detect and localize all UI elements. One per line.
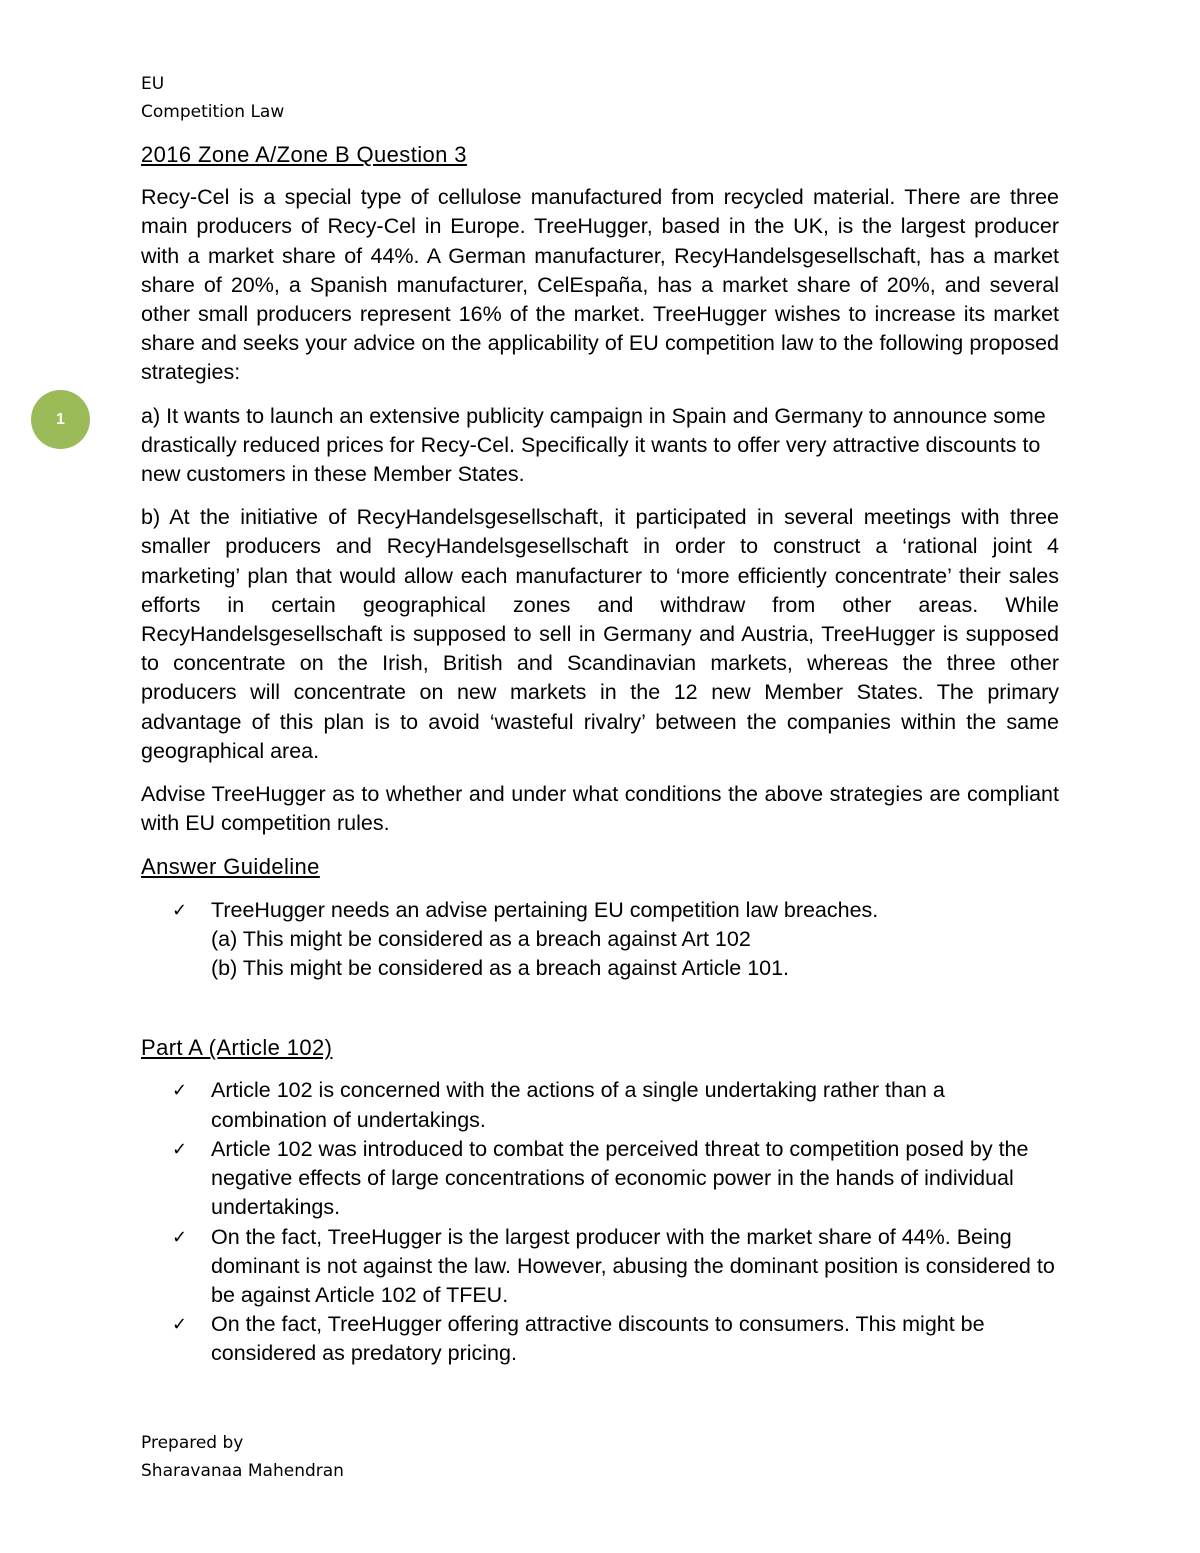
- list-item: [141, 1223, 1059, 1311]
- list-item: [141, 1310, 1059, 1368]
- answer-guideline-list: [141, 896, 1059, 925]
- list-item: [141, 896, 1059, 925]
- check-icon: ✓: [172, 1080, 188, 1102]
- question-title: 2016 Zone A/Zone B Question 3: [141, 142, 467, 167]
- part-a-heading: Part A (Article 102): [141, 1035, 333, 1061]
- strategy-a-paragraph: a) It wants to launch an extensive publicity campaign in Spain and Germany to announce some drastically reduced prices for Recy-Cel. Specifically it wants to offer very attractive discounts to new customers in these Member States.: [141, 403, 1046, 487]
- check-icon: ✓: [172, 1226, 188, 1248]
- header-subject: EU: [141, 74, 165, 94]
- list-item-text: TreeHugger needs an advise pertaining EU competition law breaches.: [211, 897, 879, 922]
- list-item: [141, 1076, 1059, 1134]
- page-number: 1: [56, 410, 65, 428]
- guideline-sub-item-b: (b) This might be considered as a breach against Article 101.: [211, 956, 790, 981]
- strategy-b-paragraph: b) At the initiative of RecyHandelsgesellschaft, it participated in several meetings with three smaller producers and RecyHandelsgesellschaft in order to construct a ‘rational joint 4 marketing’ plan that would allow each manufacturer to ‘more efficiently concentrate’ their sales efforts in certain geographical zones and withdraw from other areas. While RecyHandelsgesellschaft is supposed to sell in Germany and Austria, TreeHugger is supposed to concentrate on the Irish, British and Scandinavian markets, whereas the three other producers will concentrate on new markets in the 12 new Member States. The primary advantage of this plan is to avoid ‘wasteful rivalry’ between the companies within the same geographical area.: [141, 505, 1059, 763]
- check-icon: ✓: [172, 899, 188, 921]
- part-a-list: [141, 1076, 1059, 1368]
- list-item: [141, 1135, 1059, 1223]
- page-number-badge: [31, 390, 90, 449]
- check-icon: ✓: [172, 1138, 188, 1160]
- document-body: [141, 140, 1059, 1369]
- page-footer: [141, 1429, 344, 1485]
- list-item-text: On the fact, TreeHugger offering attractive discounts to consumers. This might be considered as predatory pricing.: [211, 1312, 985, 1366]
- page-header: [141, 70, 284, 126]
- spacer: [141, 983, 1059, 1033]
- check-icon: ✓: [172, 1314, 188, 1336]
- list-item-text: Article 102 was introduced to combat the perceived threat to competition posed by the negative effects of large concentrations of economic power in the hands of individual undertakings.: [211, 1136, 1029, 1220]
- intro-paragraph: Recy-Cel is a special type of cellulose manufactured from recycled material. There are three main producers of Recy-Cel in Europe. TreeHugger, based in the UK, is the largest producer with a market share of 44%. A German manufacturer, RecyHandelsgesellschaft, has a market share of 20%, a Spanish manufacturer, CelEspaña, has a market share of 20%, and several other small producers represent 16% of the market. TreeHugger wishes to increase its market share and seeks your advice on the applicability of EU competition law to the following proposed strategies:: [141, 185, 1059, 385]
- answer-guideline-heading: Answer Guideline: [141, 854, 320, 880]
- footer-prepared-by: Prepared by: [141, 1433, 244, 1453]
- list-item-text: On the fact, TreeHugger is the largest producer with the market share of 44%. Being dominant is not against the law. However, abusing the dominant position is considered to be against Article 102 of TFEU.: [211, 1224, 1055, 1307]
- guideline-sub-item-a: (a) This might be considered as a breach against Art 102: [211, 926, 751, 951]
- header-topic: Competition Law: [141, 102, 285, 122]
- footer-author: Sharavanaa Mahendran: [141, 1461, 344, 1481]
- advise-paragraph: Advise TreeHugger as to whether and under what conditions the above strategies are compliant with EU competition rules.: [141, 782, 1059, 836]
- list-item-text: Article 102 is concerned with the actions of a single undertaking rather than a combination of undertakings.: [211, 1078, 945, 1132]
